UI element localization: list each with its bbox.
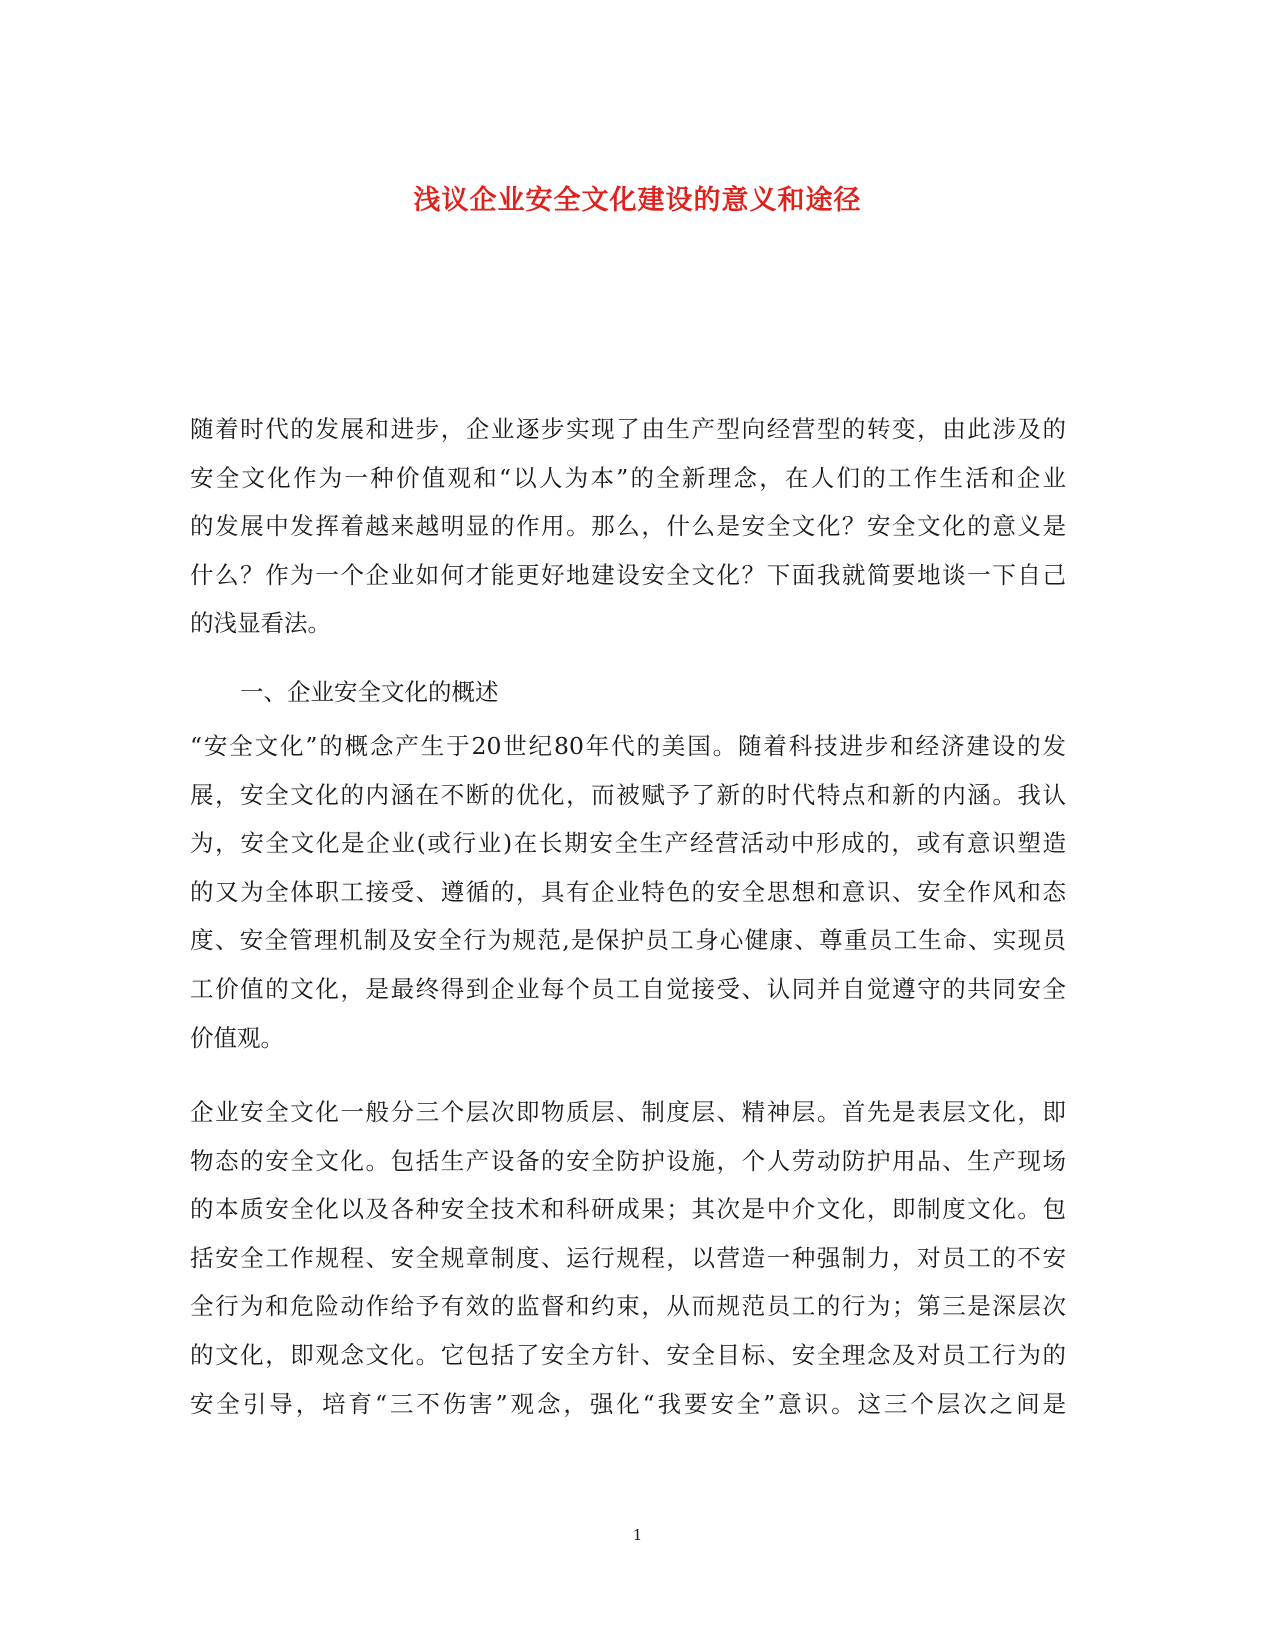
text-line: 展，安全文化的内涵在不断的优化，而被赋予了新的时代特点和新的内涵。我认 (190, 780, 1066, 809)
levels-paragraph (190, 1088, 1066, 1428)
text-line: 为，安全文化是企业(或行业)在长期安全生产经营活动中形成的，或有意识塑造 (190, 829, 1066, 858)
text-line: 的文化，即观念文化。它包括了安全方针、安全目标、安全理念及对员工行为的 (190, 1340, 1066, 1369)
text-line: 括安全工作规程、安全规章制度、运行规程，以营造一种强制力，对员工的不安 (190, 1243, 1066, 1272)
text-line: 的又为全体职工接受、遵循的，具有企业特色的安全思想和意识、安全作风和态 (190, 877, 1066, 906)
text-line: 安全引导，培育“三不伤害”观念，强化“我要安全”意识。这三个层次之间是 (190, 1389, 1066, 1418)
text-line: 的发展中发挥着越来越明显的作用。那么，什么是安全文化？安全文化的意义是 (190, 512, 1066, 541)
text-line: 物态的安全文化。包括生产设备的安全防护设施，个人劳动防护用品、生产现场 (190, 1146, 1066, 1175)
text-line: 价值观。 (190, 1023, 284, 1052)
text-line: 随着时代的发展和进步，企业逐步实现了由生产型向经营型的转变，由此涉及的 (190, 415, 1066, 443)
text-line: 工价值的文化，是最终得到企业每个员工自觉接受、认同并自觉遵守的共同安全 (190, 974, 1066, 1003)
text-line: 企业安全文化一般分三个层次即物质层、制度层、精神层。首先是表层文化，即 (190, 1098, 1066, 1126)
concept-paragraph (190, 722, 1066, 1062)
text-line: 度、安全管理机制及安全行为规范,是保护员工身心健康、尊重员工生命、实现员 (190, 926, 1066, 955)
text-line: 安全文化作为一种价值观和“以人为本”的全新理念，在人们的工作生活和企业 (190, 463, 1066, 492)
text-line: 什么？作为一个企业如何才能更好地建设安全文化？下面我就简要地谈一下自己 (190, 560, 1066, 589)
intro-paragraph (190, 405, 1066, 648)
section-heading: 一、企业安全文化的概述 (240, 678, 499, 706)
document-title: 浅议企业安全文化建设的意义和途径 (413, 185, 862, 216)
text-line: 的本质安全化以及各种安全技术和科研成果；其次是中介文化，即制度文化。包 (190, 1195, 1066, 1224)
text-line: 全行为和危险动作给予有效的监督和约束，从而规范员工的行为；第三是深层次 (190, 1292, 1066, 1321)
text-line: 的浅显看法。 (190, 609, 331, 638)
text-line: “安全文化”的概念产生于20世纪80年代的美国。随着科技进步和经济建设的发 (190, 732, 1066, 760)
page-number: 1 (632, 1526, 643, 1544)
